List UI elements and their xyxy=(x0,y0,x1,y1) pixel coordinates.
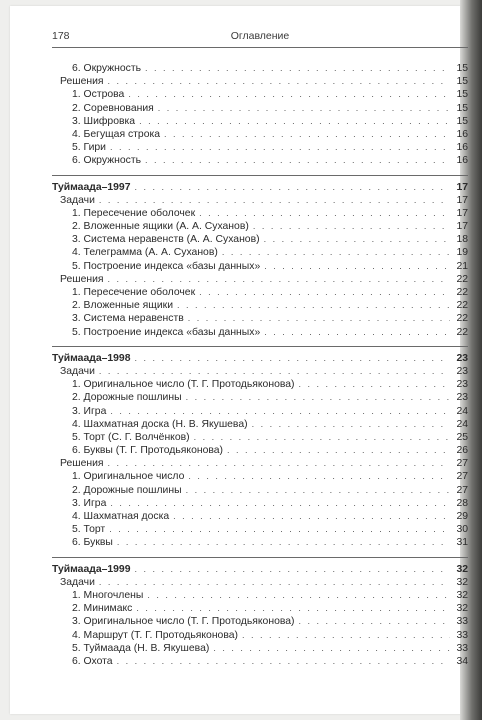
toc-entry-title: 2. Дорожные пошлины xyxy=(72,392,182,404)
dot-leader xyxy=(110,141,450,154)
toc-entry-title: 4. Бегущая строка xyxy=(72,128,161,140)
toc-entry-page: 16 xyxy=(456,155,468,167)
section-divider xyxy=(52,346,468,347)
dot-leader xyxy=(99,194,450,207)
toc-entry xyxy=(52,470,468,483)
dot-leader xyxy=(109,523,450,536)
toc-entry-page: 23 xyxy=(456,365,468,377)
toc-section-heading xyxy=(52,563,468,576)
toc-entry-page: 31 xyxy=(456,537,468,549)
toc-entry-title: 1. Оригинальное число (Т. Г. Протодьяконова) xyxy=(72,379,295,391)
toc-entry-title: 5. Гири xyxy=(72,142,106,154)
toc-entry-page: 32 xyxy=(456,563,468,575)
toc-entry xyxy=(52,615,468,628)
section-divider xyxy=(52,175,468,176)
dot-leader xyxy=(135,563,451,576)
dot-leader xyxy=(108,457,450,470)
toc-entry-page: 32 xyxy=(456,603,468,615)
toc-entry-title: 5. Построение индекса «базы данных» xyxy=(72,260,261,272)
toc-entry xyxy=(52,378,468,391)
dot-leader xyxy=(264,326,450,339)
toc-entry-page: 15 xyxy=(456,102,468,114)
toc-entry-title: 6. Буквы (Т. Г. Протодьяконова) xyxy=(72,445,224,457)
toc-entry-title: Решения xyxy=(60,273,104,285)
toc-entry-title: 1. Острова xyxy=(72,89,125,101)
dot-leader xyxy=(213,642,450,655)
toc-subsection xyxy=(52,576,468,589)
toc-entry-page: 22 xyxy=(456,326,468,338)
toc-entry-page: 22 xyxy=(456,300,468,312)
toc-entry-title: 3. Игра xyxy=(72,405,107,417)
header-rule xyxy=(52,47,468,48)
dot-leader xyxy=(99,365,450,378)
toc-subsection xyxy=(52,75,468,88)
toc-entry xyxy=(52,299,468,312)
toc-entry-page: 32 xyxy=(456,589,468,601)
dot-leader xyxy=(145,62,450,75)
dot-leader xyxy=(110,497,450,510)
dot-leader xyxy=(108,273,450,286)
toc-entry-page: 17 xyxy=(456,221,468,233)
toc-entry-page: 24 xyxy=(456,418,468,430)
toc-entry xyxy=(52,523,468,536)
toc-entry-page: 18 xyxy=(456,234,468,246)
dot-leader xyxy=(117,536,450,549)
toc-entry-title: 4. Телеграмма (А. А. Суханов) xyxy=(72,247,218,259)
toc-entry-title: 2. Минимакс xyxy=(72,603,133,615)
dot-leader xyxy=(186,484,450,497)
page-number: 178 xyxy=(52,30,70,42)
dot-leader xyxy=(222,246,450,259)
toc-entry-title: 1. Оригинальное число xyxy=(72,471,185,483)
dot-leader xyxy=(299,615,451,628)
toc-entry-title: 6. Окружность xyxy=(72,155,141,167)
toc-entry-page: 23 xyxy=(456,379,468,391)
toc-entry xyxy=(52,655,468,668)
dot-leader xyxy=(186,391,450,404)
toc-subsection xyxy=(52,194,468,207)
dot-leader xyxy=(117,655,450,668)
toc-entry xyxy=(52,418,468,431)
toc-entry xyxy=(52,207,468,220)
toc-entry xyxy=(52,444,468,457)
dot-leader xyxy=(227,444,450,457)
dot-leader xyxy=(135,352,451,365)
dot-leader xyxy=(108,75,450,88)
toc-entry xyxy=(52,405,468,418)
toc-entry xyxy=(52,642,468,655)
toc-entry-page: 21 xyxy=(456,260,468,272)
toc-entry xyxy=(52,602,468,615)
toc-entry-page: 23 xyxy=(456,352,468,364)
toc-entry-page: 22 xyxy=(456,287,468,298)
dot-leader xyxy=(136,602,450,615)
toc-entry-page: 33 xyxy=(456,642,468,654)
toc-entry xyxy=(52,141,468,154)
toc-entry-title: 3. Система неравенств xyxy=(72,313,184,325)
dot-leader xyxy=(264,260,450,273)
toc-entry-title: 3. Оригинальное число (Т. Г. Протодьяконова) xyxy=(72,616,295,628)
toc-entry-title: 6. Охота xyxy=(72,655,113,667)
toc-entry-title: Задачи xyxy=(60,576,95,588)
toc-entry-title: Туймаада–1998 xyxy=(52,352,131,364)
toc-entry-page: 34 xyxy=(456,655,468,667)
toc-entry-title: 4. Шахматная доска xyxy=(72,511,170,522)
dot-leader xyxy=(177,299,450,312)
toc-entry-title: Задачи xyxy=(60,365,95,377)
dot-leader xyxy=(147,589,450,602)
toc-entry-page: 26 xyxy=(456,445,468,457)
toc-entry-title: 5. Торт (С. Г. Волчёнков) xyxy=(72,431,190,443)
toc-subsection xyxy=(52,273,468,286)
toc-entry xyxy=(52,286,468,299)
toc-entry-page: 15 xyxy=(456,115,468,127)
toc-entry-page: 17 xyxy=(456,207,468,219)
toc-entry-title: 2. Вложенные ящики (А. А. Суханов) xyxy=(72,221,249,233)
dot-leader xyxy=(173,510,450,523)
dot-leader xyxy=(135,181,451,194)
toc-entry-title: 3. Система неравенств (А. А. Суханов) xyxy=(72,234,260,246)
toc-entry-page: 15 xyxy=(456,76,468,88)
toc-entry xyxy=(52,391,468,404)
dot-leader xyxy=(199,286,450,299)
toc-entry-page: 23 xyxy=(456,392,468,404)
toc-entry-title: 2. Дорожные пошлины xyxy=(72,484,182,496)
toc-entry-title: Туймаада–1999 xyxy=(52,563,131,575)
toc-entry-title: 5. Туймаада (Н. В. Якушева) xyxy=(72,642,210,654)
dot-leader xyxy=(188,470,450,483)
toc-entry-page: 17 xyxy=(456,181,468,193)
dot-leader xyxy=(252,418,450,431)
toc-entry-page: 15 xyxy=(456,89,468,101)
dot-leader xyxy=(99,576,450,589)
toc-entry xyxy=(52,536,468,549)
dot-leader xyxy=(194,431,450,444)
dot-leader xyxy=(242,629,450,642)
dot-leader xyxy=(188,312,450,325)
toc-entry xyxy=(52,233,468,246)
toc-entry xyxy=(52,220,468,233)
dot-leader xyxy=(199,207,450,220)
running-header xyxy=(52,30,468,46)
toc-entry-title: 4. Маршрут (Т. Г. Протодьяконова) xyxy=(72,629,238,641)
toc-entry-title: Решения xyxy=(60,76,104,88)
toc-entry xyxy=(52,431,468,444)
toc-entry-page: 19 xyxy=(456,247,468,259)
toc-entry-page: 33 xyxy=(456,616,468,628)
toc-entry-title: Задачи xyxy=(60,194,95,206)
toc-entry-title: 3. Игра xyxy=(72,497,107,509)
dot-leader xyxy=(253,220,450,233)
toc-entry-page: 25 xyxy=(456,431,468,443)
toc-entry xyxy=(52,510,468,523)
toc-entry xyxy=(52,589,468,602)
toc-entry-page: 28 xyxy=(456,497,468,509)
toc-entry-page: 27 xyxy=(456,471,468,483)
dot-leader xyxy=(110,405,450,418)
toc-subsection xyxy=(52,365,468,378)
toc-entry-page: 27 xyxy=(456,484,468,496)
section-divider xyxy=(52,557,468,558)
toc-entry xyxy=(52,629,468,642)
toc-entry xyxy=(52,128,468,141)
toc-entry xyxy=(52,260,468,273)
running-title: Оглавление xyxy=(230,30,290,42)
toc-section-heading xyxy=(52,181,468,194)
table-of-contents xyxy=(52,62,468,668)
toc-entry-title: 3. Шифровка xyxy=(72,115,136,127)
toc-entry xyxy=(52,484,468,497)
toc-entry-title: 6. Окружность xyxy=(72,63,141,74)
toc-entry xyxy=(52,88,468,101)
toc-entry-title: 2. Соревнования xyxy=(72,102,154,114)
toc-entry-title: 4. Шахматная доска (Н. В. Якушева) xyxy=(72,418,248,430)
toc-entry-title: Решения xyxy=(60,458,104,470)
toc-entry-page: 33 xyxy=(456,629,468,641)
toc-section-heading xyxy=(52,352,468,365)
toc-entry-page: 22 xyxy=(456,313,468,325)
toc-entry-page: 32 xyxy=(456,576,468,588)
toc-entry-page: 17 xyxy=(456,194,468,206)
toc-entry-title: 1. Пересечение оболочек xyxy=(72,287,196,298)
toc-entry-title: 5. Построение индекса «базы данных» xyxy=(72,326,261,338)
toc-entry-page: 22 xyxy=(456,273,468,285)
dot-leader xyxy=(158,102,450,115)
toc-entry-title: 2. Вложенные ящики xyxy=(72,300,173,312)
toc-entry xyxy=(52,497,468,510)
dot-leader xyxy=(145,154,450,167)
dot-leader xyxy=(299,378,451,391)
toc-entry xyxy=(52,326,468,339)
toc-entry-page: 15 xyxy=(456,63,468,74)
toc-entry-title: 5. Торт xyxy=(72,524,106,536)
toc-entry-page: 16 xyxy=(456,142,468,154)
toc-entry xyxy=(52,115,468,128)
toc-entry xyxy=(52,62,468,75)
toc-entry-page: 24 xyxy=(456,405,468,417)
dot-leader xyxy=(264,233,450,246)
toc-entry-page: 29 xyxy=(456,511,468,522)
dot-leader xyxy=(139,115,450,128)
toc-entry-title: 6. Буквы xyxy=(72,537,113,549)
toc-entry-title: 1. Пересечение оболочек xyxy=(72,207,196,219)
toc-subsection xyxy=(52,457,468,470)
toc-entry xyxy=(52,154,468,167)
toc-entry-page: 16 xyxy=(456,128,468,140)
toc-entry xyxy=(52,102,468,115)
toc-entry-title: 1. Многочлены xyxy=(72,589,144,601)
dot-leader xyxy=(128,88,450,101)
dot-leader xyxy=(164,128,450,141)
toc-entry-page: 27 xyxy=(456,458,468,470)
toc-entry xyxy=(52,312,468,325)
toc-entry-title: Туймаада–1997 xyxy=(52,181,131,193)
toc-entry xyxy=(52,246,468,259)
toc-entry-page: 30 xyxy=(456,524,468,536)
